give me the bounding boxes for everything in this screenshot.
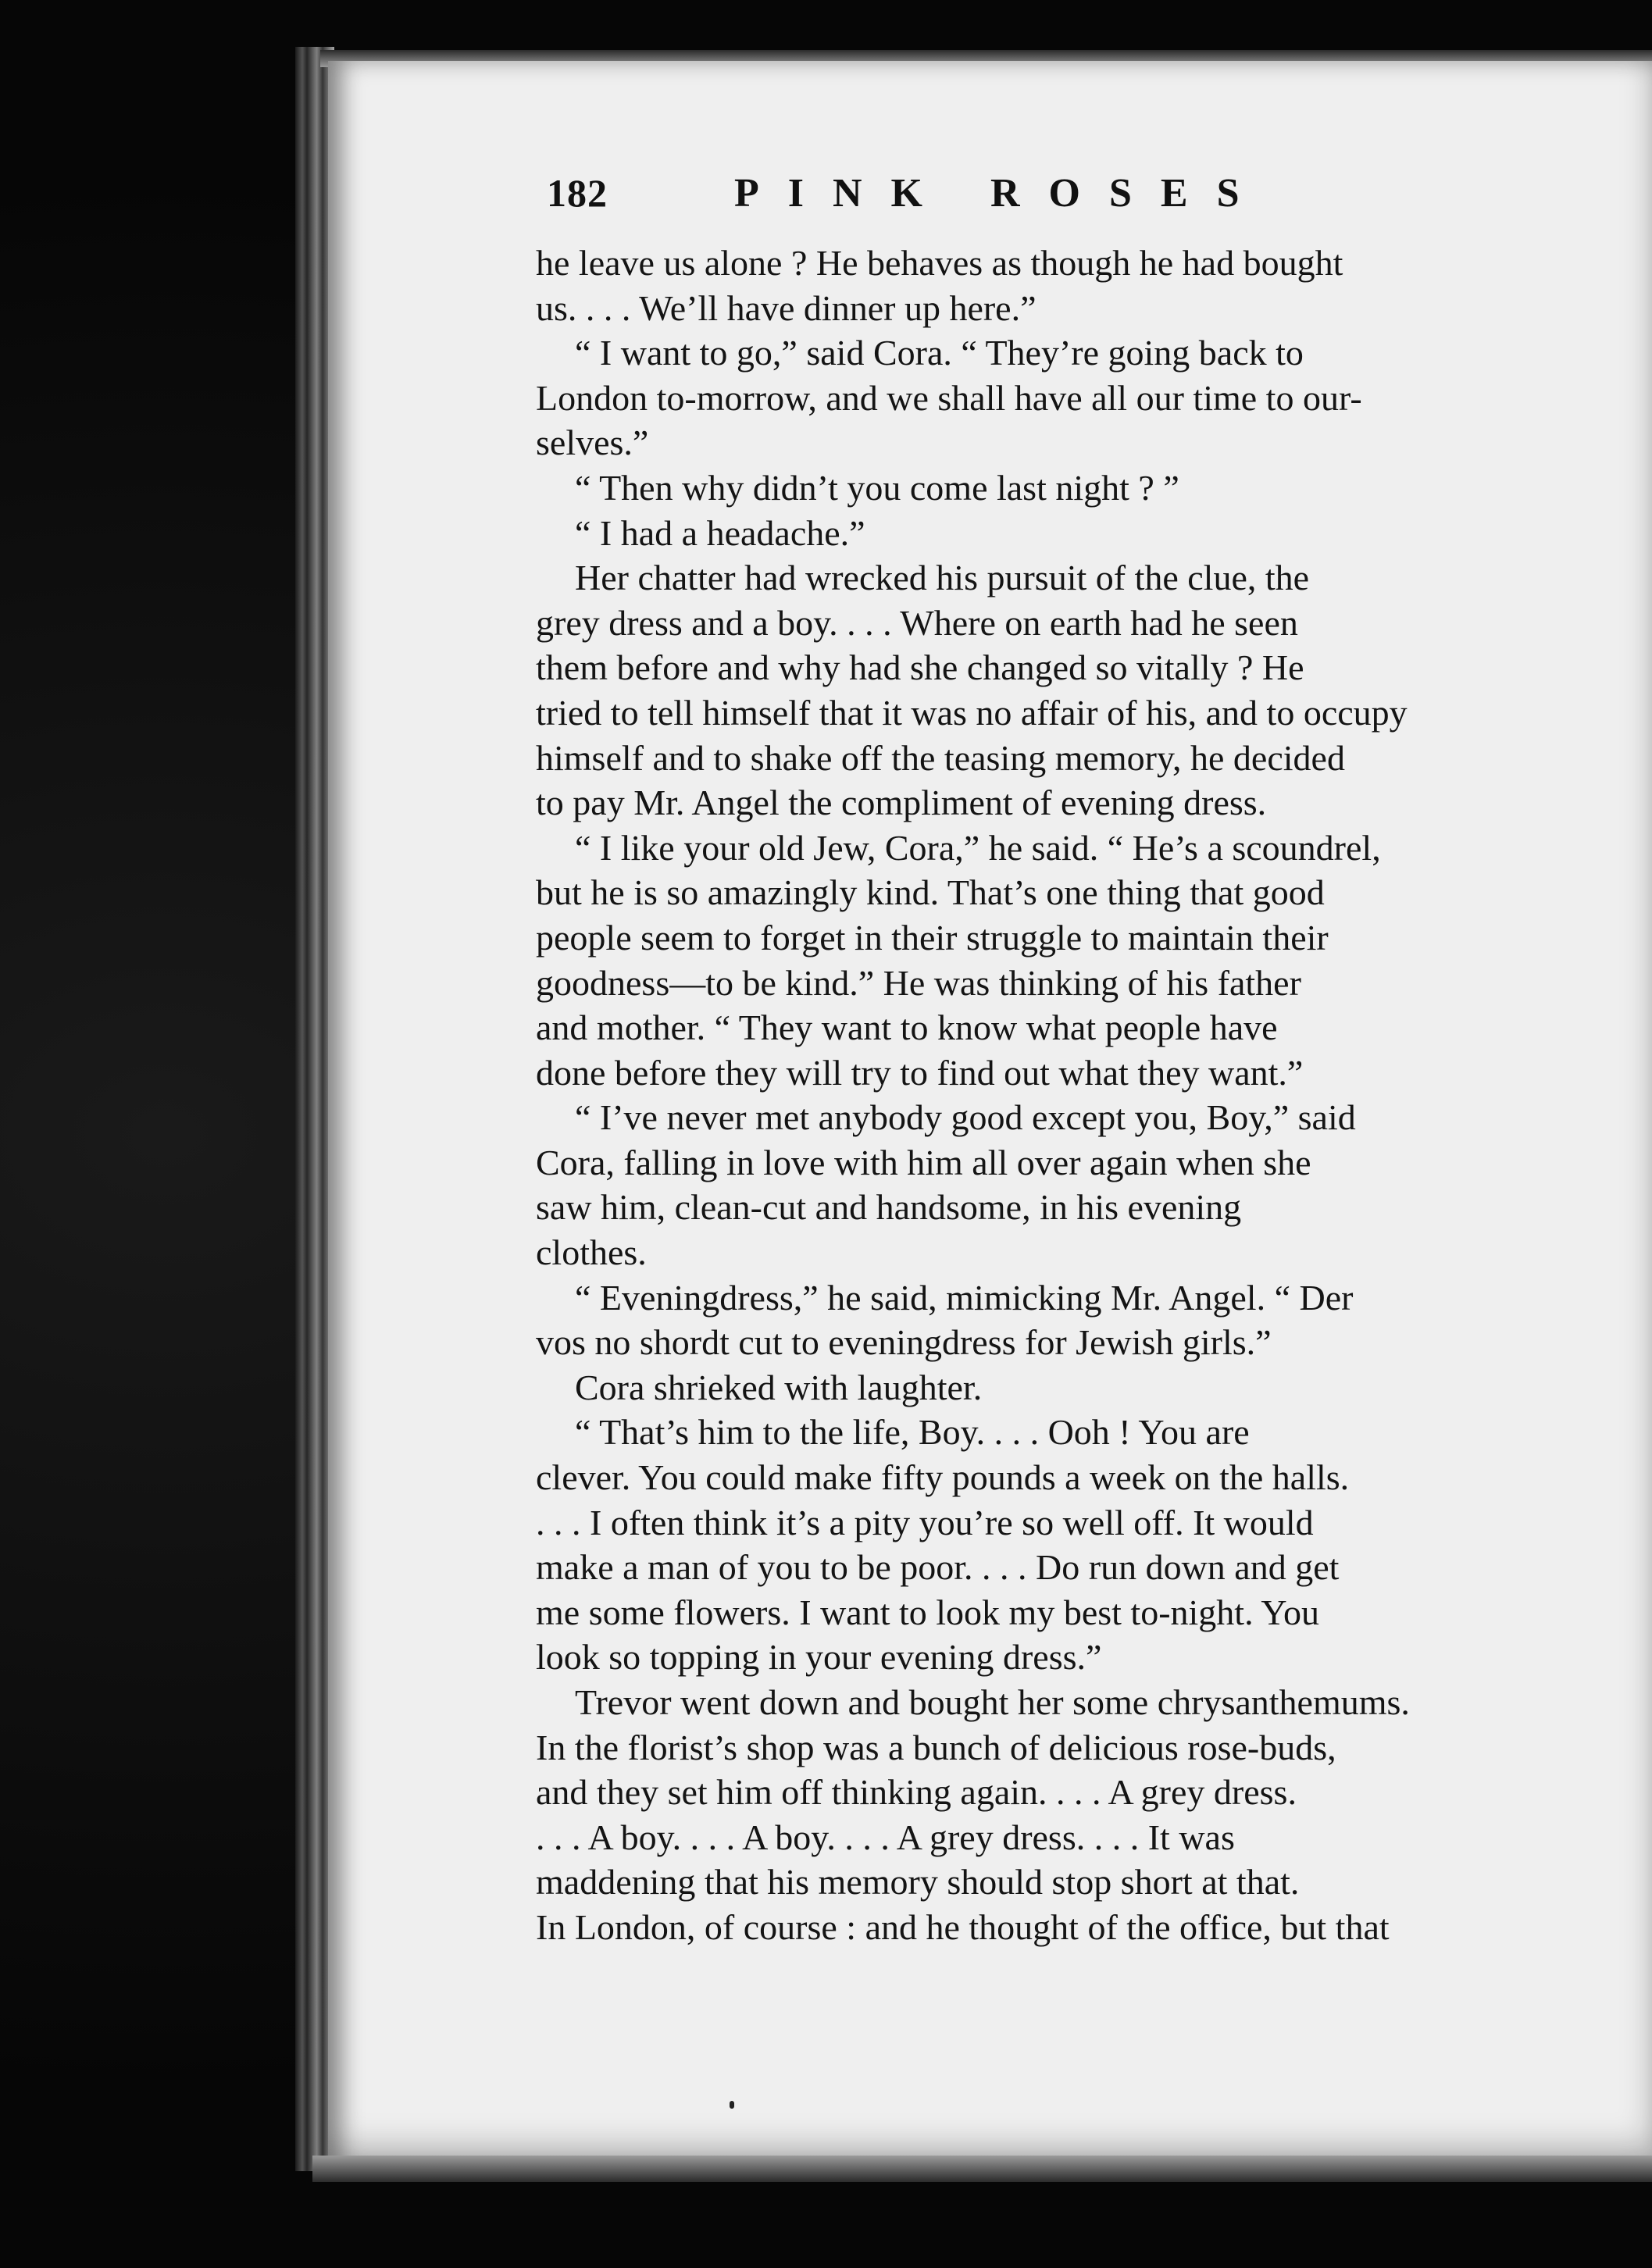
text-line: people seem to forget in their struggle to maintain their: [536, 917, 1329, 957]
text-line: “ That’s him to the life, Boy. . . . Ooh ! You are: [575, 1412, 1250, 1453]
text-line: “ I want to go,” said Cora. “ They’re going back to: [575, 333, 1304, 373]
text-line: vos no shordt cut to eveningdress for Jewish girls.”: [536, 1322, 1272, 1363]
text-line: and mother. “ They want to know what people have: [536, 1007, 1278, 1048]
text-line: and they set him off thinking again. . . . A grey dress.: [536, 1772, 1297, 1813]
text-line: In the florist’s shop was a bunch of delicious rose-buds,: [536, 1727, 1336, 1767]
body-text: [536, 241, 1615, 1950]
text-line: look so topping in your evening dress.”: [536, 1637, 1102, 1678]
text-line: “ I like your old Jew, Cora,” he said. “ He’s a scoundrel,: [575, 827, 1381, 868]
text-line: . . . A boy. . . . A boy. . . . A grey dress. . . . It was: [536, 1817, 1235, 1857]
text-line: “ Eveningdress,” he said, mimicking Mr. Angel. “ Der: [575, 1277, 1354, 1318]
text-line: Cora shrieked with laughter.: [575, 1367, 983, 1407]
page-number: 182: [547, 171, 608, 215]
text-line: Cora, falling in love with him all over again when she: [536, 1142, 1311, 1182]
text-line: maddening that his memory should stop short at that.: [536, 1862, 1300, 1902]
text-line: “ I had a headache.”: [575, 512, 865, 553]
text-line: us. . . . We’ll have dinner up here.”: [536, 287, 1037, 328]
running-head: [547, 170, 1437, 220]
text-line: . . . I often think it’s a pity you’re so well off. It would: [536, 1502, 1314, 1542]
text-line: he leave us alone ? He behaves as though he had bought: [536, 243, 1343, 283]
text-line: done before they will try to find out what they want.”: [536, 1052, 1304, 1093]
page-bottom-edge: [312, 2156, 1652, 2182]
text-line: me some flowers. I want to look my best to-night. You: [536, 1592, 1319, 1632]
text-line: make a man of you to be poor. . . . Do run down and get: [536, 1547, 1340, 1588]
book-title: PINK ROSES: [734, 171, 1268, 216]
text-line: London to-morrow, and we shall have all our time to our-: [536, 377, 1362, 418]
text-line: himself and to shake off the teasing memory, he decided: [536, 737, 1345, 778]
text-line: saw him, clean-cut and handsome, in his evening: [536, 1187, 1242, 1228]
text-line: them before and why had she changed so vitally ? He: [536, 647, 1304, 688]
text-line: grey dress and a boy. . . . Where on earth had he seen: [536, 602, 1298, 643]
text-line: to pay Mr. Angel the compliment of evening dress.: [536, 783, 1267, 823]
text-line: In London, of course : and he thought of the office, but that: [536, 1906, 1390, 1947]
text-line: selves.”: [536, 423, 649, 463]
text-line: “ Then why didn’t you come last night ? ”: [575, 467, 1179, 508]
text-line: “ I’ve never met anybody good except you, Boy,” said: [575, 1097, 1356, 1138]
scan-speck: [730, 2101, 734, 2109]
text-line: clever. You could make fifty pounds a week on the halls.: [536, 1457, 1350, 1498]
text-line: clothes.: [536, 1232, 647, 1273]
text-line: goodness—to be kind.” He was thinking of his father: [536, 962, 1301, 1003]
text-line: but he is so amazingly kind. That’s one thing that good: [536, 872, 1325, 913]
text-line: Her chatter had wrecked his pursuit of the clue, the: [575, 558, 1310, 598]
text-line: tried to tell himself that it was no affair of his, and to occupy: [536, 692, 1408, 733]
text-line: Trevor went down and bought her some chrysanthemums.: [575, 1682, 1410, 1722]
